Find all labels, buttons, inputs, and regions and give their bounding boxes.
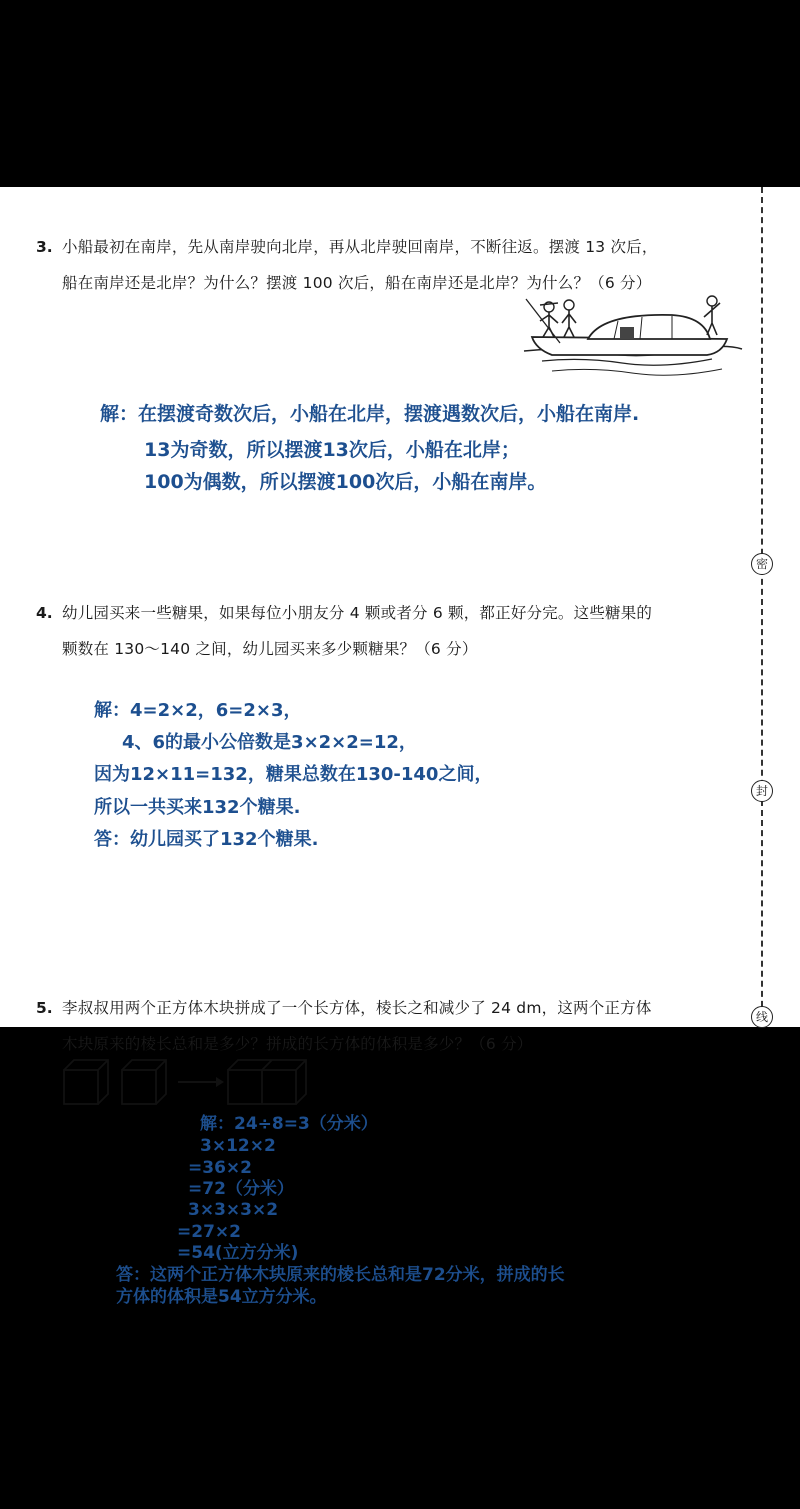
answer-line: 所以一共买来132个糖果. <box>94 797 301 818</box>
question-number: 4. <box>36 604 53 622</box>
cuboid-icon <box>228 1060 306 1104</box>
work-line: =36×2 <box>188 1158 252 1178</box>
fold-line <box>761 187 763 1027</box>
answer-line: 解：在摆渡奇数次后，小船在北岸，摆渡遇数次后，小船在南岸. <box>100 403 640 425</box>
cube-icon <box>122 1060 166 1104</box>
work-line: 3×12×2 <box>200 1136 276 1156</box>
question-text-line: 李叔叔用两个正方体木块拼成了一个长方体，棱长之和减少了 24 dm，这两个正方体 <box>62 999 652 1017</box>
work-line: =72（分米） <box>188 1179 294 1199</box>
question-number: 3. <box>36 238 53 256</box>
answer-line: 解：4=2×2，6=2×3， <box>94 700 302 721</box>
work-line: =27×2 <box>177 1222 241 1242</box>
work-line: =54(立方分米) <box>177 1243 299 1263</box>
answer-line: 4、6的最小公倍数是3×2×2=12， <box>122 732 417 753</box>
conclusion-line: 方体的体积是54立方分米。 <box>116 1287 327 1307</box>
work-line: 解：24÷8=3（分米） <box>200 1114 378 1134</box>
seal-mark: 密 <box>751 553 773 575</box>
cubes-diagram <box>62 1058 308 1110</box>
seal-mark: 封 <box>751 780 773 802</box>
answer-line: 100为偶数，所以摆渡100次后，小船在南岸。 <box>144 471 547 493</box>
answer-line: 13为奇数，所以摆渡13次后，小船在北岸； <box>144 439 520 461</box>
question-text-line: 木块原来的棱长总和是多少？拼成的长方体的体积是多少？（6 分） <box>62 1035 533 1053</box>
seal-mark: 线 <box>751 1006 773 1028</box>
ferry-boat-illustration <box>522 297 744 383</box>
conclusion-line: 答：这两个正方体木块原来的棱长总和是72分米，拼成的长 <box>116 1265 565 1285</box>
answer-line: 因为12×11=132，糖果总数在130-140之间， <box>94 764 493 785</box>
question-number: 5. <box>36 999 53 1017</box>
arrow-right-icon <box>178 1077 224 1087</box>
answer-line: 答：幼儿园买了132个糖果. <box>94 829 319 850</box>
cube-icon <box>64 1060 108 1104</box>
exam-sheet <box>0 187 800 1307</box>
question-text-line: 幼儿园买来一些糖果，如果每位小朋友分 4 颗或者分 6 颗，都正好分完。这些糖果的 <box>62 604 653 622</box>
work-line: 3×3×3×2 <box>188 1200 279 1220</box>
question-text-line: 颗数在 130～140 之间，幼儿园买来多少颗糖果？（6 分） <box>62 640 478 658</box>
question-text-line: 小船最初在南岸，先从南岸驶向北岸，再从北岸驶回南岸，不断往返。摆渡 13 次后， <box>62 238 658 256</box>
question-text-line: 船在南岸还是北岸？为什么？摆渡 100 次后，船在南岸还是北岸？为什么？（6 分） <box>62 274 652 292</box>
